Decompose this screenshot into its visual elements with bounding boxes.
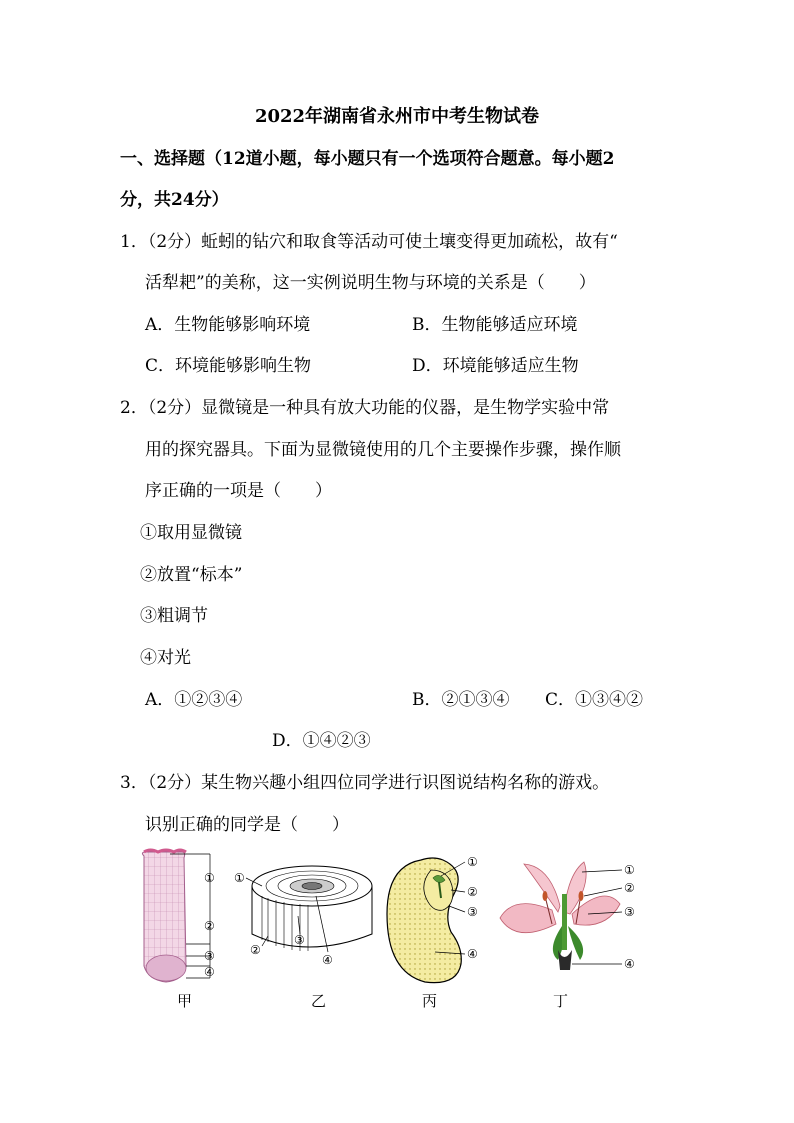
q3-line1: 3．（2分）某生物兴趣小组四位同学进行识图说结构名称的游戏。 — [120, 773, 610, 793]
q3-line2: 识别正确的同学是（ ） — [145, 815, 349, 835]
q2-line1: 2．（2分）显微镜是一种具有放大功能的仪器，是生物学实验中常 — [120, 398, 610, 418]
q2-step2: ②放置“标本” — [140, 565, 243, 585]
stem-section-figure — [232, 856, 382, 968]
seed-label-1: ① — [467, 855, 478, 869]
stem-label-2: ② — [250, 943, 261, 957]
q1-option-a[interactable]: A．生物能够影响环境 — [145, 315, 311, 335]
figure-caption-bing: 丙 — [422, 992, 438, 1010]
flower-label-2: ② — [624, 881, 635, 895]
q2-line3: 序正确的一项是（ ） — [145, 481, 332, 501]
root-label-4: ④ — [204, 965, 215, 979]
q1-line2: 活犁耙”的美称，这一实例说明生物与环境的关系是（ ） — [145, 273, 596, 293]
q2-option-a[interactable]: A．①②③④ — [145, 690, 243, 710]
q1-line1: 1．（2分）蚯蚓的钻穴和取食等活动可使土壤变得更加疏松，故有“ — [120, 232, 618, 252]
q1-option-b[interactable]: B．生物能够适应环境 — [412, 315, 578, 335]
seed-figure — [383, 852, 495, 988]
q2-line2: 用的探究器具。下面为显微镜使用的几个主要操作步骤，操作顺 — [145, 440, 621, 460]
seed-label-2: ② — [467, 885, 478, 899]
q2-option-b[interactable]: B．②①③④ — [412, 690, 510, 710]
stem-label-4: ④ — [322, 953, 333, 967]
stem-label-3: ③ — [294, 933, 305, 947]
seed-label-3: ③ — [467, 905, 478, 919]
root-label-3: ③ — [204, 949, 215, 963]
flower-label-4: ④ — [624, 957, 635, 971]
q2-option-d[interactable]: D．①④②③ — [272, 731, 371, 751]
stem-label-1: ① — [234, 871, 245, 885]
q2-option-c[interactable]: C．①③④② — [545, 690, 644, 710]
q1-option-d[interactable]: D．环境能够适应生物 — [412, 356, 579, 376]
figure-caption-ding: 丁 — [553, 992, 569, 1010]
section-heading-line2: 分，共24分） — [120, 190, 229, 210]
flower-figure — [496, 854, 646, 982]
q2-step4: ④对光 — [140, 648, 191, 668]
section-heading-line1: 一、选择题（12道小题，每小题只有一个选项符合题意。每小题2 — [120, 149, 615, 169]
page-title: 2022年湖南省永州市中考生物试卷 — [254, 106, 540, 127]
figure-caption-yi: 乙 — [311, 992, 327, 1010]
q2-step1: ①取用显微镜 — [140, 523, 242, 543]
seed-label-4: ④ — [467, 947, 478, 961]
flower-label-1: ① — [624, 863, 635, 877]
flower-label-3: ③ — [624, 905, 635, 919]
figure-caption-jia: 甲 — [177, 992, 193, 1010]
q2-step3: ③粗调节 — [140, 606, 208, 626]
root-label-2: ② — [204, 919, 215, 933]
root-tip-figure — [130, 848, 230, 986]
q1-option-c[interactable]: C．环境能够影响生物 — [145, 356, 312, 376]
root-label-1: ① — [204, 871, 215, 885]
